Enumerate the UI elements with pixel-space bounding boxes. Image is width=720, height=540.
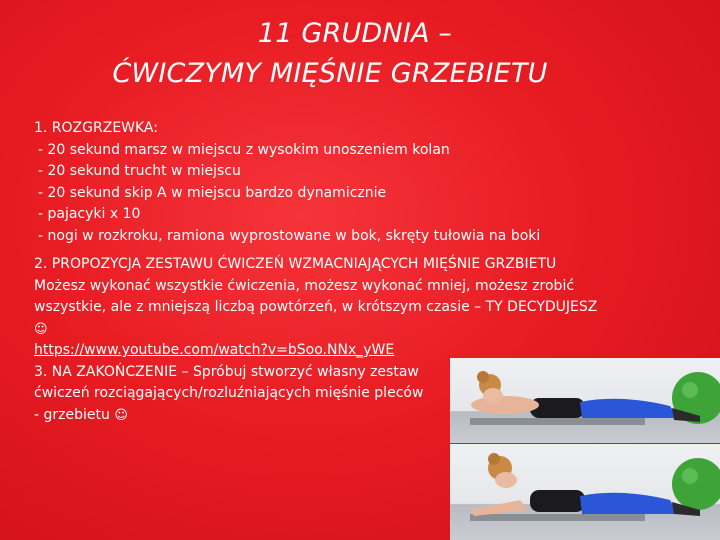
exercise-photo-1-graphic: [450, 358, 720, 443]
warmup-item: - pajacyki x 10: [38, 206, 141, 222]
warmup-item: - 20 sekund trucht w miejscu: [38, 163, 241, 179]
warmup-section: [34, 118, 604, 247]
youtube-link[interactable]: https://www.youtube.com/watch?v=bSoo.NNx_yWE: [34, 342, 395, 358]
smiley-icon: ☺: [34, 321, 48, 337]
ending-section: [34, 362, 424, 427]
warmup-heading: 1. ROZGRZEWKA:: [34, 120, 158, 136]
smiley-icon: ☺: [114, 407, 128, 423]
warmup-item: - 20 sekund marsz w miejscu z wysokim unoszeniem kolan: [38, 141, 450, 158]
exercise-photo-1: [450, 358, 720, 443]
ending-text: 3. NA ZAKOŃCZENIE – Spróbuj stworzyć własny zestaw ćwiczeń rozciągających/rozluźniających mięśnie pleców - grzebietu: [34, 363, 424, 423]
proposal-body: [34, 276, 604, 341]
title-line-1: 11 GRUDNIA –: [257, 18, 453, 49]
proposal-heading: 2. PROPOZYCJA ZESTAWU ĆWICZEŃ WZMACNIAJĄCYCH MIĘŚNIE GRZBIETU: [34, 256, 557, 272]
proposal-text: Możesz wykonać wszystkie ćwiczenia, możesz wykonać mniej, możesz zrobić wszystkie, ale z mniejszą liczbą powtórzeń, w krótszym czasie – TY DECYDUJESZ: [34, 277, 598, 315]
proposal-section: [34, 254, 604, 340]
warmup-item: - 20 sekund skip A w miejscu bardzo dynamicznie: [38, 184, 387, 201]
exercise-photo-2: [450, 444, 720, 540]
title-line-2: ĆWICZYMY MIĘŚNIE GRZEBIETU: [112, 58, 548, 89]
exercise-photo-2-graphic: [450, 444, 720, 540]
warmup-item: - nogi w rozkroku, ramiona wyprostowane w bok, skręty tułowia na boki: [38, 227, 541, 244]
slide-title: [0, 14, 660, 94]
